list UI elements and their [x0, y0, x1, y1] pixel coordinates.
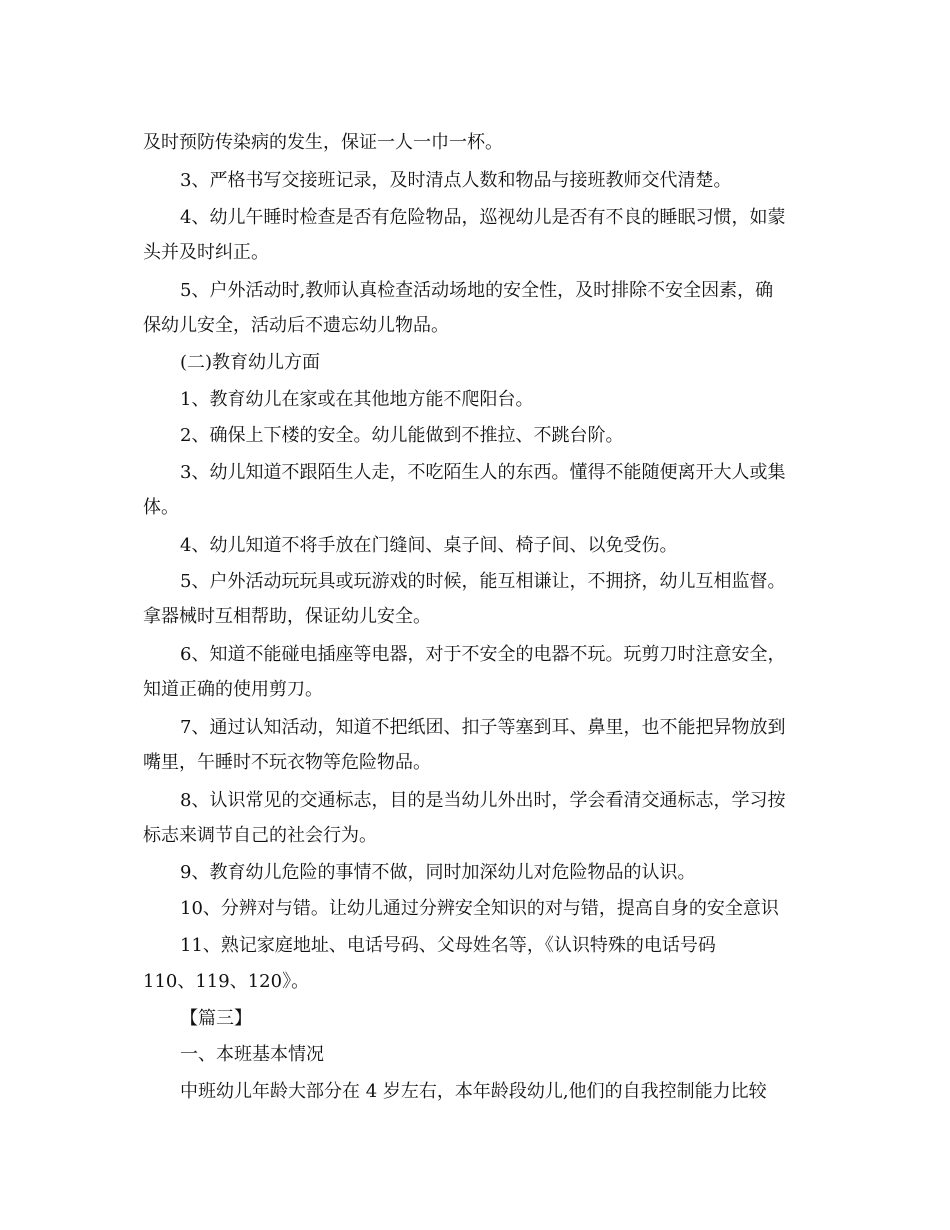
text-line: 4、幼儿知道不将手放在门缝间、桌子间、椅子间、以免受伤。: [180, 535, 678, 556]
text-line: 2、确保上下楼的安全。幼儿能做到不推拉、不跳台阶。: [180, 425, 624, 446]
text-line: 11、熟记家庭地址、电话号码、父母姓名等，《认识特殊的电话号码: [180, 935, 716, 956]
text-line: 9、教育幼儿危险的事情不做，同时加深幼儿对危险物品的认识。: [180, 862, 696, 883]
text-line: 110、119、120》。: [143, 971, 310, 992]
text-line: 知道正确的使用剪刀。: [143, 679, 323, 700]
section-heading: (二)教育幼儿方面: [180, 352, 321, 373]
text-line: 拿器械时互相帮助，保证幼儿安全。: [143, 606, 431, 627]
text-line: 保幼儿安全，活动后不遗忘幼儿物品。: [143, 315, 449, 336]
text-line: 中班幼儿年龄大部分在 4 岁左右，本年龄段幼儿,他们的自我控制能力比较: [180, 1081, 767, 1102]
text-line: 4、幼儿午睡时检查是否有危险物品，巡视幼儿是否有不良的睡眠习惯，如蒙: [180, 207, 786, 228]
section-heading: 【篇三】: [180, 1008, 252, 1029]
text-line: 10、分辨对与错。让幼儿通过分辨安全知识的对与错，提高自身的安全意识: [180, 898, 779, 919]
section-heading: 一、本班基本情况: [180, 1044, 324, 1065]
text-line: 3、严格书写交接班记录，及时清点人数和物品与接班教师交代清楚。: [180, 170, 732, 191]
text-line: 5、户外活动玩玩具或玩游戏的时候，能互相谦让，不拥挤，幼儿互相监督。: [180, 571, 786, 592]
text-line: 3、幼儿知道不跟陌生人走，不吃陌生人的东西。懂得不能随便离开大人或集: [180, 462, 786, 483]
text-line: 8、认识常见的交通标志，目的是当幼儿外出时，学会看清交通标志，学习按: [180, 790, 786, 811]
text-line: 嘴里，午睡时不玩衣物等危险物品。: [143, 752, 431, 773]
text-line: 1、教育幼儿在家或在其他地方能不爬阳台。: [180, 389, 534, 410]
text-line: 体。: [143, 497, 179, 518]
text-line: 6、知道不能碰电插座等电器，对于不安全的电器不玩。玩剪刀时注意安全，: [180, 644, 786, 665]
text-line: 5、户外活动时,教师认真检查活动场地的安全性，及时排除不安全因素，确: [180, 280, 774, 301]
text-line: 及时预防传染病的发生，保证一人一巾一杯。: [143, 132, 503, 153]
text-line: 7、通过认知活动，知道不把纸团、扣子等塞到耳、鼻里，也不能把异物放到: [180, 717, 786, 738]
text-line: 标志来调节自己的社会行为。: [143, 825, 377, 846]
text-line: 头并及时纠正。: [143, 242, 269, 263]
